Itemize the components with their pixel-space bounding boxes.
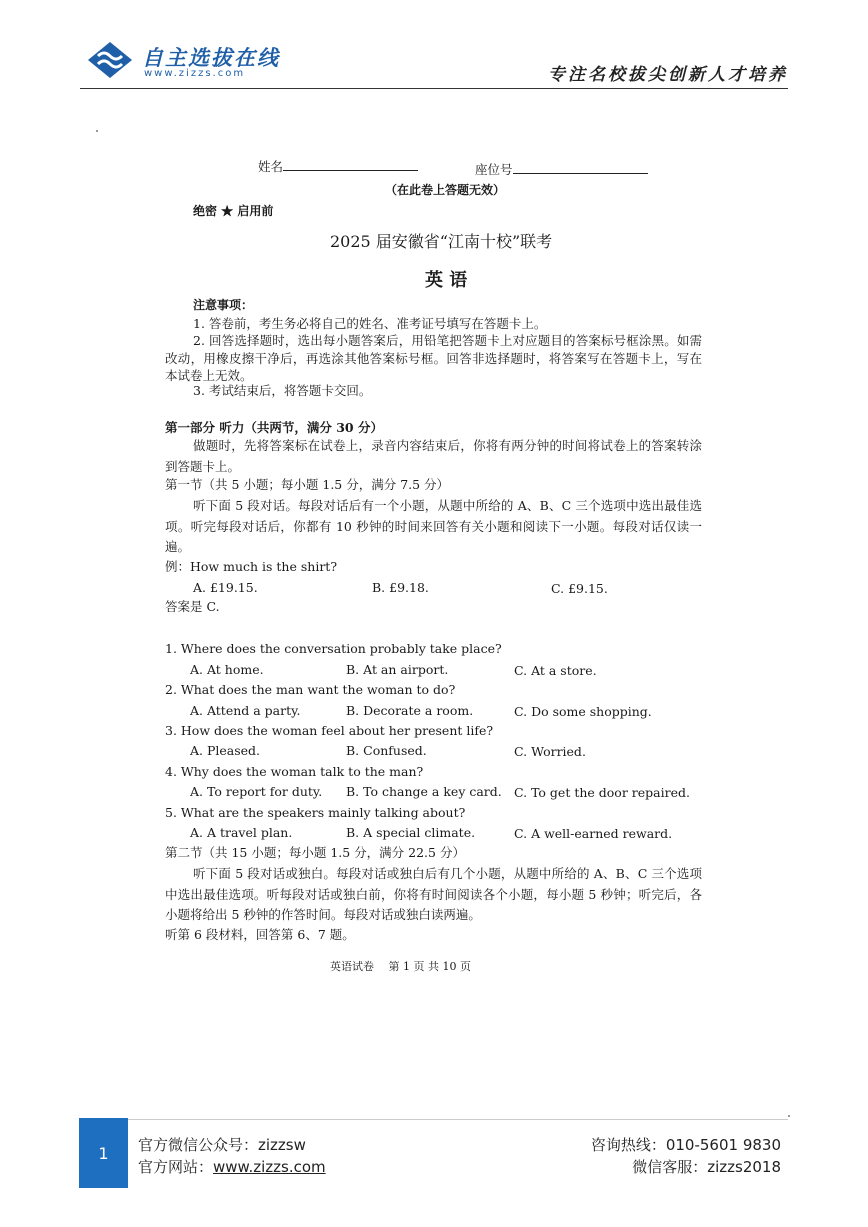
question-5-option-b: B. A special climate. <box>346 825 476 840</box>
footer-service: 微信客服：zizzs2018 <box>632 1158 781 1176</box>
footer-hotline: 咨询热线：010-5601 9830 <box>590 1136 781 1154</box>
brand-name: 自主选拔在线 <box>142 46 280 70</box>
page-number-tab: 1 <box>79 1118 128 1188</box>
section2-lead: 听第 6 段材料，回答第 6、7 题。 <box>165 927 355 942</box>
section2-intro: 听下面 5 段对话或独白。每段对话或独白后有几个小题，从题中所给的 A、B、C 三个选项中选出最佳选项。听每段对话或独白前，你将有时间阅读各个小题，每小题 5 秒钟；听完后，各小题将给出 5 秒钟的作答时间。每段对话或独白读两遍。 <box>165 866 702 922</box>
part1-heading: 第一部分 听力（共两节，满分 30 分） <box>165 420 383 435</box>
question-4-option-b: B. To change a key card. <box>346 784 502 799</box>
footer-site-link[interactable]: www.zizzs.com <box>213 1158 326 1176</box>
header-slogan: 专注名校拔尖创新人才培养 <box>548 65 788 85</box>
example-answer: 答案是 C. <box>165 599 220 614</box>
name-field <box>258 158 418 175</box>
footer-wechat: 官方微信公众号：zizzsw <box>138 1136 306 1154</box>
name-label: 姓名 <box>258 159 284 174</box>
question-2-option-b: B. Decorate a room. <box>346 703 474 718</box>
question-5-option-c: C. A well-earned reward. <box>514 826 673 841</box>
question-4-option-a: A. To report for duty. <box>190 784 323 799</box>
brand-logo-icon <box>86 40 134 80</box>
question-3-option-b: B. Confused. <box>346 743 427 758</box>
question-5: 5. What are the speakers mainly talking about? <box>165 805 466 820</box>
example-question: 例：How much is the shirt? <box>165 559 338 574</box>
question-3-option-a: A. Pleased. <box>190 743 261 758</box>
question-1-option-c: C. At a store. <box>514 663 597 678</box>
notice-item-2: 2. 回答选择题时，选出每小题答案后，用铅笔把答题卡上对应题目的答案标号框涂黑。如需改动，用橡皮擦干净后，再选涂其他答案标号框。回答非选择题时，将答案写在答题卡上，写在本试卷上无效。 <box>165 333 702 383</box>
scan-speck <box>788 1115 790 1117</box>
question-1-option-a: A. At home. <box>190 662 264 677</box>
example-option-b: B. £9.18. <box>372 580 429 595</box>
secret-mark: 绝密 ★ 启用前 <box>193 204 274 218</box>
seat-field <box>475 161 648 178</box>
section1-intro: 听下面 5 段对话。每段对话后有一个小题，从题中所给的 A、B、C 三个选项中选出最佳选项。听完每段对话后，你都有 10 秒钟的时间来回答有关小题和阅读下一小题。每段对话仅读一遍。 <box>165 498 702 554</box>
scan-speck <box>96 130 98 132</box>
invalid-note: （在此卷上答题无效） <box>385 183 506 197</box>
question-1: 1. Where does the conversation probably take place? <box>165 641 502 656</box>
seat-blank-line <box>513 161 648 174</box>
subject-title: 英 语 <box>425 270 468 291</box>
footer-site <box>138 1156 326 1177</box>
part1-intro: 做题时，先将答案标在试卷上，录音内容结束后，你将有两分钟的时间将试卷上的答案转涂到答题卡上。 <box>165 438 702 474</box>
question-2: 2. What does the man want the woman to do? <box>165 682 456 697</box>
name-blank-line <box>283 158 418 171</box>
question-3-option-c: C. Worried. <box>514 744 586 759</box>
seat-label: 座位号 <box>475 162 513 177</box>
notice-item-3: 3. 考试结束后，将答题卡交回。 <box>193 383 372 398</box>
footer-divider <box>80 1119 788 1120</box>
question-1-option-b: B. At an airport. <box>346 662 449 677</box>
section2-heading: 第二节（共 15 小题；每小题 1.5 分，满分 22.5 分） <box>165 845 465 860</box>
question-5-option-a: A. A travel plan. <box>190 825 293 840</box>
exam-title: 2025 届安徽省“江南十校”联考 <box>330 232 553 251</box>
question-2-option-a: A. Attend a party. <box>190 703 301 718</box>
notice-heading: 注意事项： <box>193 298 254 312</box>
section1-heading: 第一节（共 5 小题；每小题 1.5 分，满分 7.5 分） <box>165 477 450 492</box>
exam-page-label: 英语试卷 第 1 页 共 10 页 <box>330 960 471 973</box>
notice-item-1: 1. 答卷前，考生务必将自己的姓名、准考证号填写在答题卡上。 <box>193 316 547 331</box>
question-4: 4. Why does the woman talk to the man? <box>165 764 424 779</box>
example-option-a: A. £19.15. <box>193 580 258 595</box>
header-divider <box>80 88 788 89</box>
question-3: 3. How does the woman feel about her present life? <box>165 723 494 738</box>
brand-url: www.zizzs.com <box>144 68 246 79</box>
question-2-option-c: C. Do some shopping. <box>514 704 652 719</box>
example-option-c: C. £9.15. <box>551 581 608 596</box>
footer-site-label: 官方网站： <box>138 1158 214 1176</box>
question-4-option-c: C. To get the door repaired. <box>514 785 690 800</box>
